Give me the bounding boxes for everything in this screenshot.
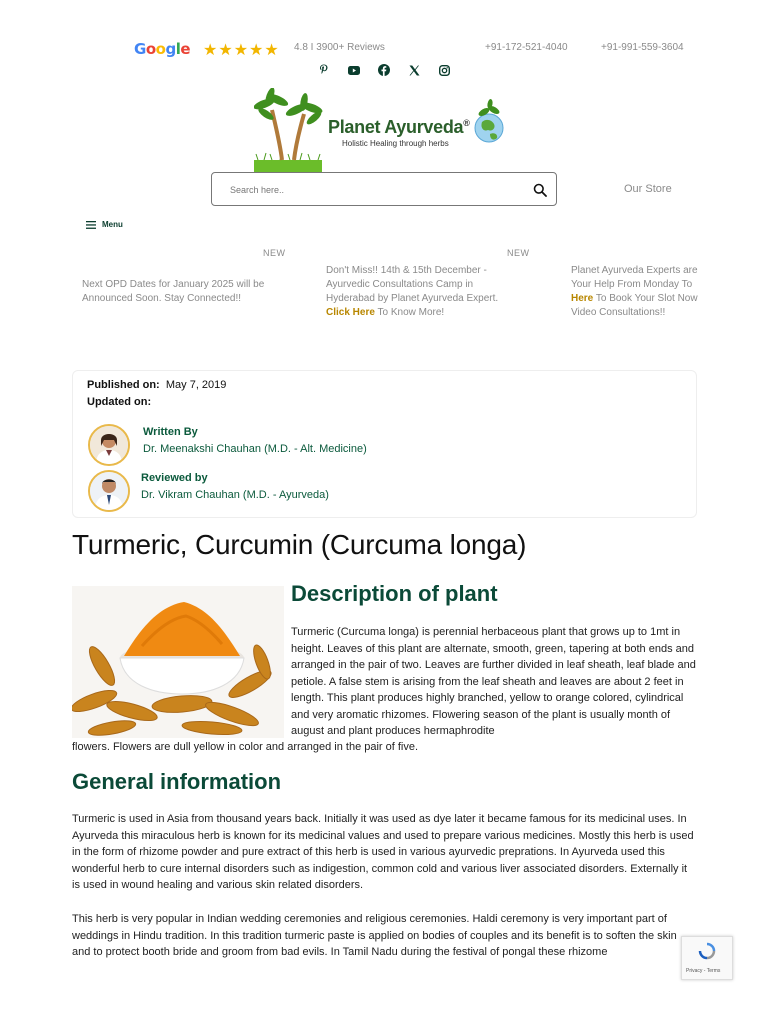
news-item[interactable] [326, 264, 516, 320]
general-info-paragraph: This herb is very popular in Indian wedding ceremonies and religious ceremonies. Haldi ceremony is very important part of weddings in Hindu tradition. In this tradition turmeric paste is applied on bodies of couples and its benefit is to soften the skin and to protect booth bride and groom from bad evils. In Tamil Nadu during the festival of pongal these rhizome [72, 913, 677, 958]
recaptcha-icon [698, 942, 716, 960]
google-letter: o [145, 40, 156, 58]
reviewer-name[interactable]: Dr. Vikram Chauhan (M.D. - Ayurveda) [141, 489, 329, 501]
google-letter: e [180, 40, 191, 58]
menu-button[interactable] [86, 220, 123, 229]
instagram-icon[interactable] [438, 64, 450, 76]
general-info-heading: General information [72, 769, 282, 794]
updated-label: Updated on: [87, 396, 152, 408]
news-text-after: To Know More! [374, 307, 445, 318]
published-row [87, 379, 226, 391]
google-letter: l [175, 40, 181, 58]
new-badge: NEW [263, 248, 286, 258]
x-icon[interactable] [408, 64, 420, 76]
registered-mark: ® [463, 118, 470, 128]
turmeric-image [72, 586, 284, 738]
rating-text: 4.8 I 3900+ Reviews [294, 42, 385, 53]
updated-row [87, 396, 151, 408]
here-link[interactable]: Here [571, 293, 594, 304]
news-text: Planet Ayurveda Experts are Your Help From Monday To [571, 265, 698, 290]
facebook-icon[interactable] [378, 64, 390, 76]
published-label: Published on: [87, 379, 160, 391]
news-item[interactable] [82, 278, 282, 306]
rating-stars: ★★★★★ [203, 42, 280, 59]
brand-name [328, 117, 470, 138]
search-icon[interactable] [533, 183, 547, 197]
google-letter: g [165, 40, 176, 58]
search-input[interactable]: Search here.. [230, 185, 285, 195]
recaptcha-terms[interactable]: Privacy - Terms [686, 968, 721, 974]
google-letter: G [134, 40, 146, 58]
reviewed-by-label: Reviewed by [141, 472, 208, 484]
hamburger-icon [86, 221, 96, 229]
writer-name[interactable]: Dr. Meenakshi Chauhan (M.D. - Alt. Medicine) [143, 443, 367, 455]
our-store-link[interactable]: Our Store [624, 183, 672, 195]
news-text-after: To Book Your Slot Now Video Consultations!! [571, 293, 698, 318]
brand-text: Planet Ayurveda [328, 117, 464, 137]
phone-link-2[interactable]: +91-991-559-3604 [601, 42, 684, 53]
description-heading: Description of plant [291, 581, 498, 606]
new-badge: NEW [507, 248, 530, 258]
news-text: Don't Miss!! 14th & 15th December - Ayurvedic Consultations Camp in Hyderabad by Planet Ayurveda Expert. [326, 265, 499, 304]
published-date: May 7, 2019 [165, 379, 227, 391]
google-logo [134, 40, 190, 58]
menu-label: Menu [102, 220, 123, 229]
news-item[interactable] [571, 264, 711, 324]
reviewer-avatar [88, 470, 130, 512]
google-letter: o [155, 40, 166, 58]
writer-avatar [88, 424, 130, 466]
youtube-icon[interactable] [348, 64, 360, 76]
click-here-link[interactable]: Click Here [326, 307, 375, 318]
description-paragraph-end: flowers. Flowers are dull yellow in color and arranged in the pair of five. [72, 741, 419, 753]
page-title: Turmeric, Curcumin (Curcuma longa) [72, 529, 527, 560]
news-text: Next OPD Dates for January 2025 will be Announced Soon. Stay Connected!! [82, 279, 265, 304]
written-by-label: Written By [143, 426, 198, 438]
social-links [318, 64, 450, 76]
description-paragraph: Turmeric (Curcuma longa) is perennial herbaceous plant that grows up to 1mt in height. Leaves of this plant are alternate, smooth, green, tapering at both ends and arranged in the pair of two. Leaves are further divided in leaf sheath, leaf blade and petiole. A false stem is arising from the leaf sheath and leaves are about 2 feet in length. This plant produces highly branched, yellow to orange colored, cylindrical and very aromatic rhizomes. Flowering season of the plant is usually month of august and plant produces hermaphrodite [291, 626, 696, 737]
pinterest-icon[interactable] [318, 64, 330, 76]
phone-link-1[interactable]: +91-172-521-4040 [485, 42, 568, 53]
general-info-paragraph: Turmeric is used in Asia from thousand years back. Initially it was used as dye later it became famous for its medicinal uses. In Ayurveda this miraculous herb is known for its medicinal values and used to prepare various medicines. Mostly this herb is used in the form of rhizome powder and pure extract of this herb is used in various ayurvedic preprations. In Ayurveda used this wonderful herb to cure internal disorders such as indigestion, common cold and various liver associated disorders. Externally it is used in wound healing and various skin related disorders. [72, 813, 694, 891]
brand-tagline: Holistic Healing through herbs [342, 139, 449, 148]
